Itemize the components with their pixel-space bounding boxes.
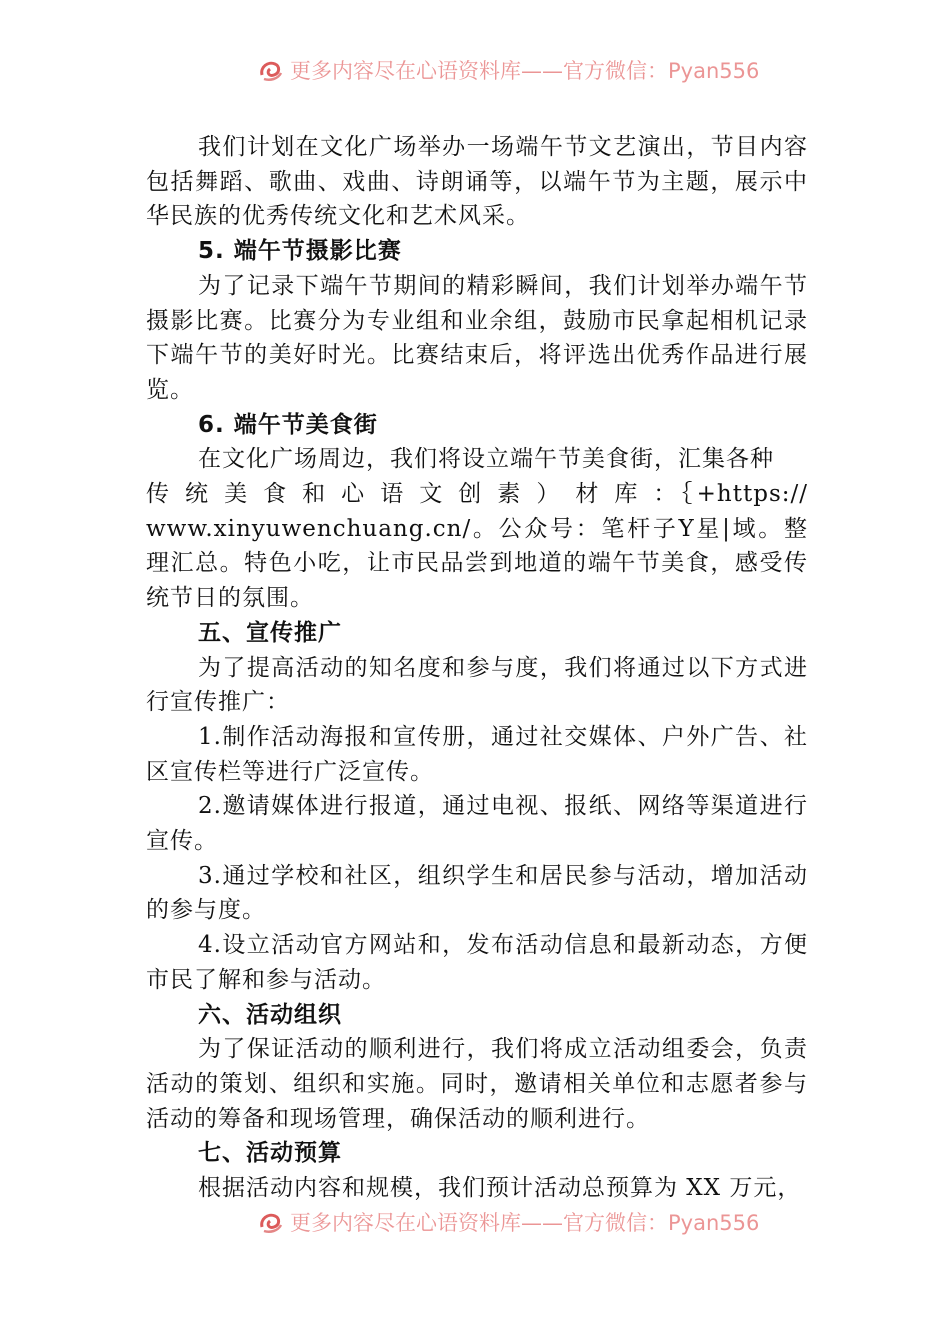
swirl-logo-icon: [258, 57, 284, 83]
paragraph: 在文化广场周边，我们将设立端午节美食街，汇集各种: [198, 446, 774, 473]
list-item: 2.邀请媒体进行报道，通过电视、报纸、网络等渠道进行宣传。: [146, 793, 808, 855]
document-body: [146, 130, 808, 1206]
watermark-text: 更多内容尽在心语资料库——官方微信：Pyan556: [290, 1211, 760, 1235]
section-heading: 五、宣传推广: [198, 619, 342, 646]
paragraph: 我们计划在文化广场举办一场端午节文艺演出，节目内容包括舞蹈、歌曲、戏曲、诗朗诵等，以端午节为主题，展示中华民族的优秀传统文化和艺术风采。: [146, 134, 808, 230]
list-item: 4.设立活动官方网站和，发布活动信息和最新动态，方便市民了解和参与活动。: [146, 932, 808, 993]
section-heading: 七、活动预算: [198, 1140, 342, 1167]
section-heading: 6. 端午节美食街: [198, 411, 378, 438]
paragraph: 根据活动内容和规模，我们预计活动总预算为 XX 万元，: [198, 1175, 802, 1202]
watermark-text: 更多内容尽在心语资料库——官方微信：Pyan556: [290, 59, 760, 83]
list-item: 3.通过学校和社区，组织学生和居民参与活动，增加活动的参与度。: [146, 862, 808, 924]
section-heading: 5. 端午节摄影比赛: [198, 238, 402, 265]
paragraph: 为了记录下端午节期间的精彩瞬间，我们计划举办端午节摄影比赛。比赛分为专业组和业余组，鼓励市民拿起相机记录下端午节的美好时光。比赛结束后，将评选出优秀作品进行展览。: [146, 272, 808, 403]
paragraph: www.xinyuwenchuang.cn/。公众号：笔杆子Y星|域。整理汇总。特色小吃，让市民品尝到地道的端午节美食，感受传统节日的氛围。: [146, 515, 808, 612]
paragraph-line: 传 统 美 食 和 心 语 文 创 素 ） 材 库 ：｛+https://: [146, 481, 808, 508]
paragraph: 为了保证活动的顺利进行，我们将成立活动组委会，负责活动的策划、组织和实施。同时，邀请相关单位和志愿者参与活动的筹备和现场管理，确保活动的顺利进行。: [146, 1036, 808, 1132]
section-heading: 六、活动组织: [198, 1001, 342, 1028]
header-watermark: [258, 56, 759, 84]
footer-watermark: [258, 1208, 759, 1236]
paragraph: 为了提高活动的知名度和参与度，我们将通过以下方式进行宣传推广：: [146, 654, 808, 716]
swirl-logo-icon: [258, 1209, 284, 1235]
list-item: 1.制作活动海报和宣传册，通过社交媒体、户外广告、社区宣传栏等进行广泛宣传。: [146, 723, 808, 785]
